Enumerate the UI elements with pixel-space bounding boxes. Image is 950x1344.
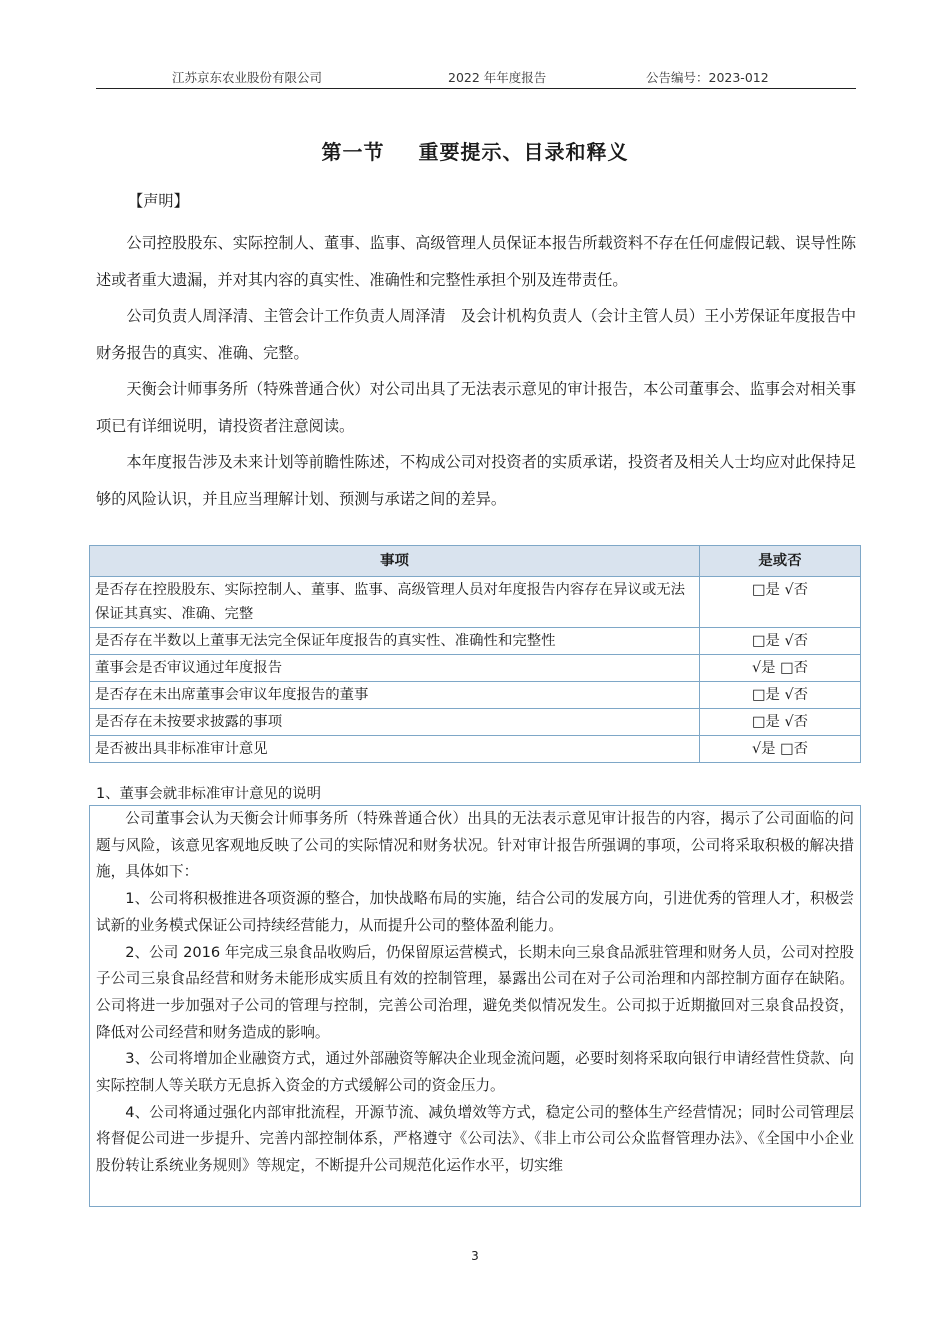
row-answer: □是 √否 bbox=[700, 577, 861, 628]
table-row bbox=[90, 577, 861, 628]
section-number: 第一节 bbox=[321, 140, 385, 164]
box-paragraph: 1、公司将积极推进各项资源的整合，加快战略布局的实施，结合公司的发展方向，引进优秀的管理人才，积极尝试新的业务模式保证公司持续经营能力，从而提升公司的整体盈利能力。 bbox=[96, 890, 854, 934]
row-item: 是否被出具非标准审计意见 bbox=[90, 736, 700, 763]
box-paragraph: 3、公司将增加企业融资方式，通过外部融资等解决企业现金流问题，必要时刻将采取向银行申请经营性贷款、向实际控制人等关联方无息拆入资金的方式缓解公司的资金压力。 bbox=[96, 1050, 854, 1095]
box-paragraph: 4、公司将通过强化内部审批流程，开源节流、减负增效等方式，稳定公司的整体生产经营情况；同时公司管理层将督促公司进一步提升、完善内部控制体系，严格遵守《公司法》、《非上市公司公众监督管理办法》、《全国中小企业股份转让系统业务规则》等规定，不断提升公司规范化运作水平，切实维 bbox=[96, 1103, 854, 1175]
paragraph: 公司负责人周泽清、主管会计工作负责人周泽清 及会计机构负责人（会计主管人员）王小芳保证年度报告中财务报告的真实、准确、完整。 bbox=[96, 307, 856, 362]
row-item: 是否存在未出席董事会审议年度报告的董事 bbox=[90, 682, 700, 709]
box-paragraph: 2、公司 2016 年完成三泉食品收购后，仍保留原运营模式，长期未向三泉食品派驻管理和财务人员，公司对控股子公司三泉食品经营和财务未能形成实质且有效的控制管理，暴露出公司在对子公司治理和内部控制方面存在缺陷。公司将进一步加强对子公司的管理与控制，完善公司治理，避免类似情况发生。公司拟于近期撤回对三泉食品投资，降低对公司经营和财务造成的影响。 bbox=[96, 943, 854, 1041]
page-number: 3 bbox=[471, 1249, 479, 1263]
table-row bbox=[90, 655, 861, 682]
box-paragraph: 公司董事会认为天衡会计师事务所（特殊普通合伙）出具的无法表示意见审计报告的内容，揭示了公司面临的问题与风险，该意见客观地反映了公司的实际情况和财务状况。针对审计报告所强调的事项，公司将采取积极的解决措施，具体如下： bbox=[96, 810, 854, 881]
declaration-body bbox=[96, 225, 856, 517]
paragraph: 天衡会计师事务所（特殊普通合伙）对公司出具了无法表示意见的审计报告，本公司董事会、监事会对相关事项已有详细说明，请投资者注意阅读。 bbox=[96, 380, 856, 435]
header-notice-number: 公告编号：2023-012 bbox=[646, 70, 769, 85]
paragraph: 公司控股股东、实际控制人、董事、监事、高级管理人员保证本报告所载资料不存在任何虚假记载、误导性陈述或者重大遗漏，并对其内容的真实性、准确性和完整性承担个别及连带责任。 bbox=[96, 234, 856, 289]
row-answer: √是 □否 bbox=[700, 655, 861, 682]
declaration-label: 【声明】 bbox=[128, 192, 189, 210]
header-rule bbox=[96, 88, 856, 89]
table-row bbox=[90, 736, 861, 763]
row-item: 是否存在半数以上董事无法完全保证年度报告的真实性、准确性和完整性 bbox=[90, 628, 700, 655]
confirmation-table bbox=[89, 545, 861, 763]
page-header bbox=[96, 66, 856, 88]
table-row bbox=[90, 709, 861, 736]
table-header-row bbox=[90, 546, 861, 577]
header-report-title: 2022 年年度报告 bbox=[448, 70, 547, 85]
row-item: 是否存在未按要求披露的事项 bbox=[90, 709, 700, 736]
explanation-box bbox=[89, 805, 861, 1207]
column-header-answer: 是或否 bbox=[700, 546, 861, 577]
subsection-title: 1、董事会就非标准审计意见的说明 bbox=[96, 786, 322, 802]
paragraph: 本年度报告涉及未来计划等前瞻性陈述，不构成公司对投资者的实质承诺，投资者及相关人士均应对此保持足够的风险认识，并且应当理解计划、预测与承诺之间的差异。 bbox=[96, 453, 856, 508]
row-answer: □是 √否 bbox=[700, 682, 861, 709]
row-answer: □是 √否 bbox=[700, 709, 861, 736]
section-name: 重要提示、目录和释义 bbox=[418, 140, 629, 164]
row-item: 是否存在控股股东、实际控制人、董事、监事、高级管理人员对年度报告内容存在异议或无法保证其真实、准确、完整 bbox=[90, 577, 700, 628]
section-title bbox=[0, 136, 950, 165]
header-company: 江苏京东农业股份有限公司 bbox=[172, 70, 323, 85]
table-row bbox=[90, 628, 861, 655]
column-header-item: 事项 bbox=[90, 546, 700, 577]
row-answer: □是 √否 bbox=[700, 628, 861, 655]
row-answer: √是 □否 bbox=[700, 736, 861, 763]
row-item: 董事会是否审议通过年度报告 bbox=[90, 655, 700, 682]
table-row bbox=[90, 682, 861, 709]
